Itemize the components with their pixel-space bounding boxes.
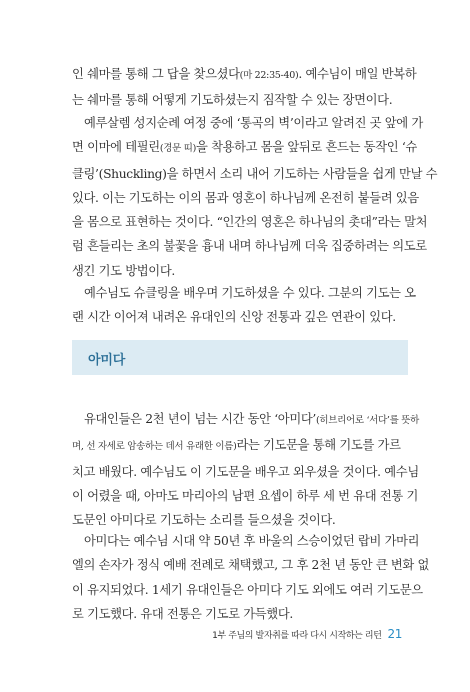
text-line: 을 몸으로 표현하는 것이다. “인간의 영혼은 하나님의 촛대”라는 말처	[72, 215, 428, 230]
text-line: 치고 배웠다. 예수님도 이 기도문을 배우고 외우셨을 것이다. 예수님	[72, 464, 419, 479]
text-line: 이 어렸을 때, 아마도 마리아의 남편 요셉이 하루 세 번 유대 전통 기	[72, 488, 419, 503]
section-heading: 아미다	[88, 353, 126, 368]
text-line: 아미다는 예수님 시대 약 50년 후 바울의 스승이었던 랍비 가마리	[84, 534, 420, 548]
text-line: 는 쉐마를 통해 어떻게 기도하셨는지 짐작할 수 있는 장면이다.	[72, 93, 393, 108]
paragraph-amidah	[72, 407, 419, 532]
text-line	[72, 62, 417, 88]
gloss-note: 며, 선 자세로 암송하는 데서 유래한 이름)	[72, 441, 237, 453]
paragraph-gamaliel	[72, 529, 430, 626]
text-span: 라는 기도문을 통해 기도를 가르	[236, 438, 401, 453]
text-line	[72, 135, 417, 161]
text-span: 인 쉐마를 통해 그 답을 찾으셨다	[72, 67, 240, 81]
paragraph-shema	[72, 62, 417, 113]
text-line: 예루살렘 성지순례 여정 중에 ‘통곡의 벽’이라고 알려진 곳 앞에 가	[84, 116, 423, 130]
text-line: 있다. 이는 기도하는 이의 몸과 영혼이 하나님께 온전히 붙들려 있음	[72, 190, 419, 205]
text-line: 생긴 기도 방법이다.	[72, 263, 175, 278]
gloss-note: (히브리어로 ‘서다’를 뜻하	[315, 415, 419, 426]
text-line: 엘의 손자가 정식 예배 전례로 채택했고, 그 후 2천 년 동안 큰 변화 없	[72, 558, 430, 573]
text-span: 유대인들은 2천 년이 넘는 시간 동안 ‘아미다’	[84, 412, 316, 426]
paragraph-shuckling	[72, 111, 438, 283]
text-line	[72, 407, 419, 433]
running-title: 1부 주님의 발자취를 따라 다시 시작하는 리턴	[212, 631, 382, 641]
text-line: 이 유지되었다. 1세기 유대인들은 아미다 기도 외에도 여러 기도문으	[72, 582, 423, 597]
page-number: 21	[387, 627, 402, 641]
text-line	[72, 433, 408, 459]
text-line: 예수님도 슈클링을 배우며 기도하셨을 수 있다. 그분의 기도는 오	[84, 286, 416, 300]
scripture-reference: (마 22:35-40)	[239, 70, 299, 81]
text-line: 클링’(Shuckling)을 하면서 소리 내어 기도하는 사람들을 쉽게 만날 수	[72, 166, 438, 181]
paragraph-tradition	[72, 281, 416, 330]
text-line: 럼 흔들리는 초의 불꽃을 흉내 내며 하나님께 더욱 집중하려는 의도로	[72, 239, 427, 254]
text-span: . 예수님이 매일 반복하	[298, 67, 417, 81]
gloss-note: (경문 띠)	[159, 143, 196, 155]
text-span: 면 이마에 테필린	[72, 140, 160, 155]
text-span: 을 착용하고 몸을 앞뒤로 흔드는 동작인 ‘슈	[196, 140, 417, 155]
text-line: 로 기도했다. 유대 전통은 기도로 가득했다.	[72, 606, 293, 621]
page-footer	[212, 627, 402, 641]
section-heading-box	[72, 340, 408, 375]
text-line: 랜 시간 이어져 내려온 유대인의 신앙 전통과 깊은 연관이 있다.	[72, 310, 396, 325]
text-line: 도문인 아미다로 기도하는 소리를 들으셨을 것이다.	[72, 513, 336, 528]
